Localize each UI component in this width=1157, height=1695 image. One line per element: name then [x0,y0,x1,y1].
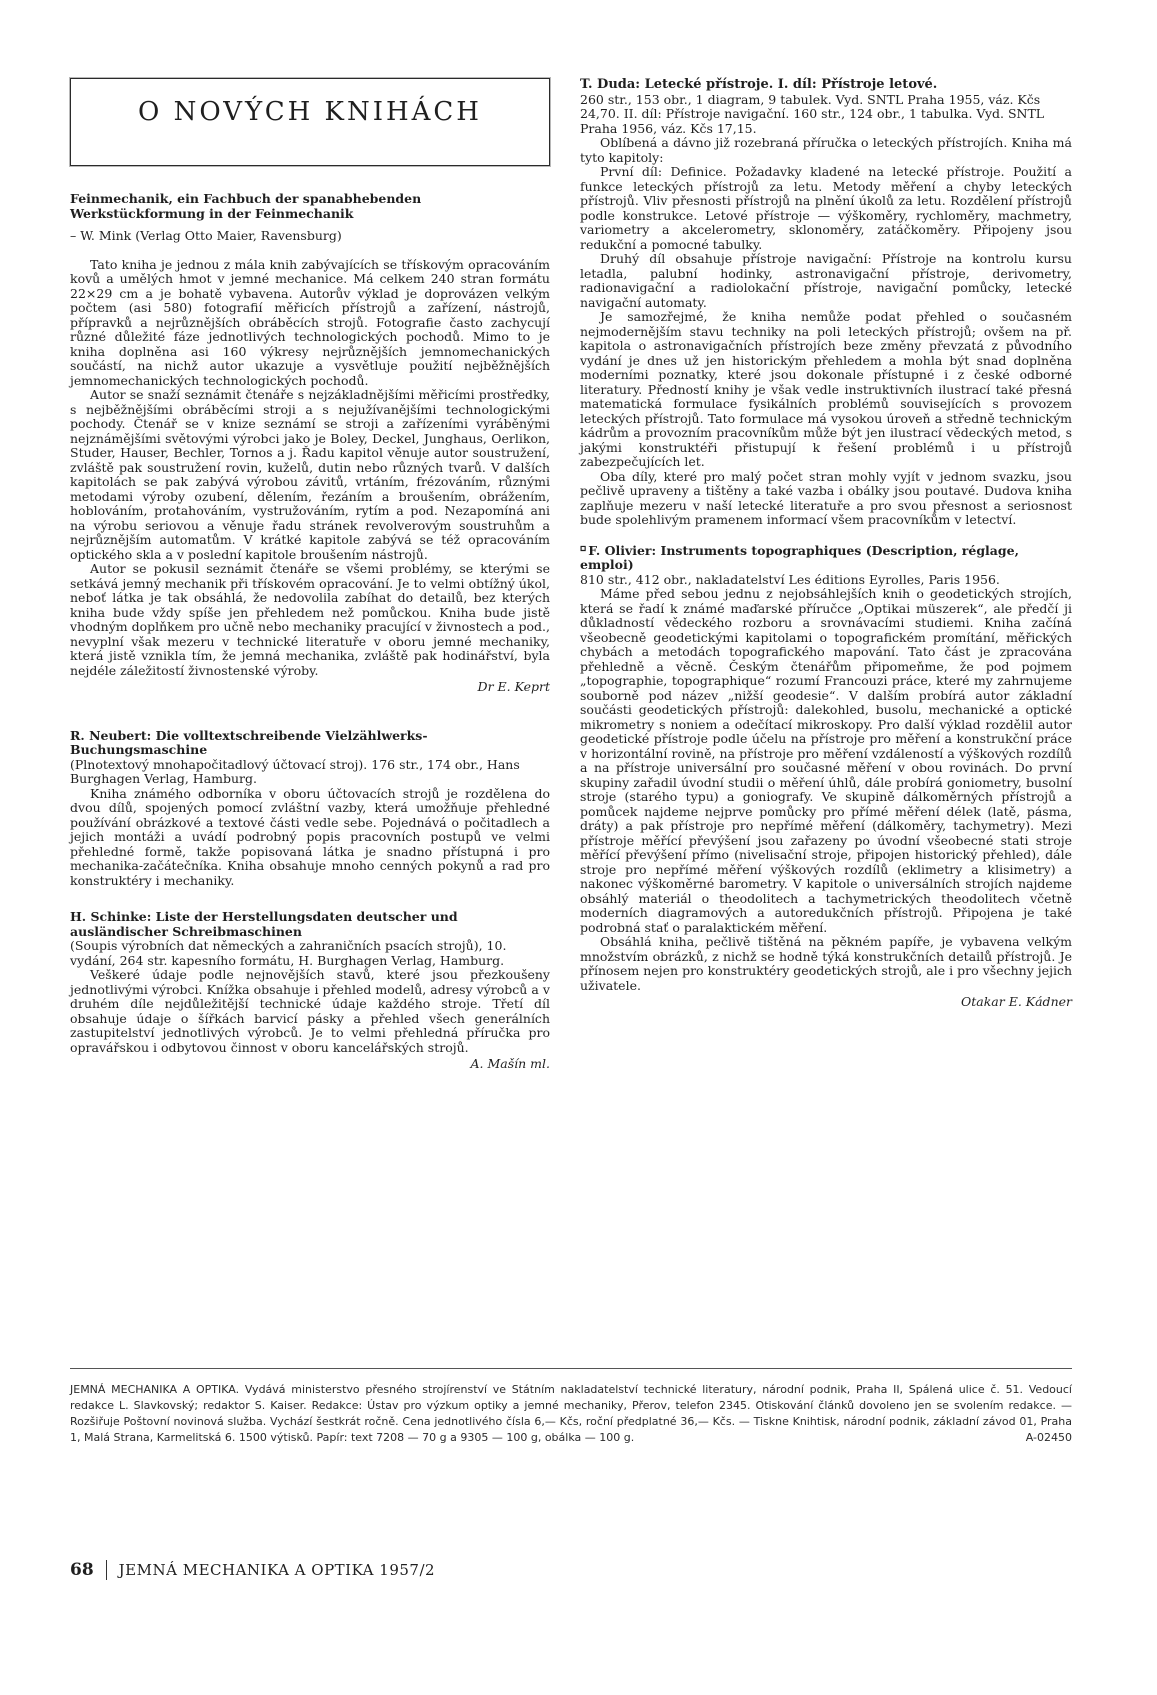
review-paragraph: Oba díly, které pro malý počet stran mohly vyjít v jednom svazku, jsou pečlivě upraveny a tištěny a také vazba i obálky jsou poutavé. Dudova kniha zaplňuje mezeru v naší letecké literatuře a pro svou přesnost a seriosnost bude spolehlivým pramenem informací všem pracovníkům v letectví. [580,468,1072,527]
review-schinke [70,910,550,1072]
review-duda [580,78,1072,528]
review-title: F. Olivier: Instruments topographiques (Description, réglage, emploi) [580,542,1019,572]
footer-divider [106,1560,107,1580]
review-signature: A. Mašín ml. [470,1056,550,1071]
imprint-code: A-02450 [1025,1431,1072,1444]
imprint [70,1382,1072,1446]
review-paragraph: Je samozřejmé, že kniha nemůže podat přehled o současném nejmodernějším stavu techniky na poli leteckých přístrojů; ovšem na př. kapitola o astronavigačních přístrojích beze změny převzatá z původního vydání je dnes už jen historickým přehledem a mohla být snad doplněna moderními poznatky, které jsou dokonale přístupné i z české odborné literatury. Předností knihy je však vedle instruktivních ilustrací také přesná matematická formulace fysikálních problémů souvisejících s provozem leteckých přístrojů. Tato formulace má vysokou úroveň a středně technickým kádrům a provozním pracovníkům může být jen ilustrací vědeckých metod, s jakými konstruktéři přistupují k řešení problémů i u přístrojů zabezpečujících let. [580,309,1072,469]
review-signature: Otakar E. Kádner [961,994,1072,1009]
review-paragraph: První díl: Definice. Požadavky kladené na letecké přístroje. Použití a funkce leteckých přístrojů za letu. Metody měření a chyby leteckých přístrojů. Vliv přesnosti přístrojů na plnění úkolů za letu. Rozdělení přístrojů podle konstrukce. Letové přístroje — výškoměry, rychloměry, machmetry, variometry a akcelerometry, sklonoměry, zatáčkoměry. Připojeny jsou redukční a pomocné tabulky. [580,164,1072,252]
journal-issue: JEMNÁ MECHANIKA A OPTIKA 1957/2 [118,1561,436,1579]
review-paragraph: Obsáhlá kniha, pečlivě tištěná na pěkném papíře, je vybavena velkým množstvím obrázků, z nichž se hodně týká konstrukčních detailů přístrojů. Je přínosem nejen pro konstruktéry geodetických strojů, ale i pro všechny jejich uživatele. [580,934,1072,993]
review-title: T. Duda: Letecké přístroje. I. díl: Přístroje letové. [580,77,938,92]
left-column [70,78,550,1072]
review-meta: (Soupis výrobních dat německých a zahraničních psacích strojů), 10. vydání, 264 str. kapesního formátu, H. Burghagen Verlag, Hamburg. [70,938,507,968]
review-paragraph: Oblíbená a dávno již rozebraná příručka o leteckých přístrojích. Kniha má tyto kapitoly: [580,135,1072,165]
review-signature: Dr E. Keprt [477,679,550,694]
review-meta: (Plnotextový mnohapočitadlový účtovací stroj). 176 str., 174 obr., Hans Burghagen Verlag, Hamburg. [70,756,520,786]
page-footer [70,1560,435,1580]
review-paragraph: Veškeré údaje podle nejnovějších stavů, které jsou přezkoušeny jednotlivými výrobci. Knížka obsahuje i přehled modelů, adresy výrobců a v druhém díle nejdůležitější technické údaje každého stroje. Třetí díl obsahuje údaje o šířkách barvicí pásky a přehled všech generálních zastupitelství jednotlivých výrobců. Je to velmi přehledná příručka pro opravářskou i odbytovou činnost v oboru kancelářských strojů. [70,967,550,1055]
review-meta: 260 str., 153 obr., 1 diagram, 9 tabulek. Vyd. SNTL Praha 1955, váz. Kčs 24,70. II. díl: Přístroje navigační. 160 str., 124 obr., 1 tabulka. Vyd. SNTL Praha 1956, váz. Kčs 17,15. [580,91,1045,136]
imprint-divider [70,1368,1072,1369]
imprint-text: JEMNÁ MECHANIKA A OPTIKA. Vydává ministerstvo přesného strojírenství ve Státním nakladatelství technické literatury, národní podnik, Praha II, Spálená ulice č. 51. Vedoucí redakce L. Slavkovský; redaktor S. Kaiser. Redakce: Ústav pro výzkum optiky a jemné mechaniky, Přerov, telefon 2345. Otiskování článků dovoleno jen se svolením redakce. — Rozšiřuje Poštovní novinová služba. Vychází šestkrát ročně. Cena jednotlivého čísla 6,— Kčs, roční předplatné 36,— Kčs. — Tiskne Knihtisk, národní podnik, základní závod 01, Praha 1, Malá Strana, Karmelitská 6. 1500 výtisků. Papír: text 7208 — 70 g a 9305 — 100 g, obálka — 100 g. [70,1383,1072,1444]
review-meta: 810 str., 412 obr., nakladatelství Les éditions Eyrolles, Paris 1956. [580,571,1000,587]
review-paragraph: Máme před sebou jednu z nejobsáhlejších knih o geodetických strojích, která se řadí k známé maďarské příručce „Optikai müszerek“, ale předčí ji důkladností vědeckého rozboru a srovnávacími studiemi. Kniha začíná všeobecně geodetickými kapitolami o topografickém promítání, měřických chybách a metodách topografického mapování. Tato část je zpracována přehledně a věcně. Českým čtenářům připomeňme, že pod pojmem „topographie, topographique“ rozumí Francouzi práce, které my zahrnujeme souborně pod název „nižší geodesie“. V dalším probírá autor základní součásti geodetických přístrojů: dalekohled, busolu, mechanické a optické mikrometry s noniem a odečítací mikroskopy. Pro další výklad rozdělil autor geodetické přístroje podle účelu na přístroje pro měření a konstrukční práce v horizontální rovině, na přístroje pro měření vzdáleností a výškových rozdílů a na přístroje universální pro současné měření v obou rovinách. Do první skupiny zařadil úvodní studii o měření úhlů, dále probírá goniometry, busolní stroje (starého typu) a goniografy. Ve skupině dálkoměrných přístrojů a pomůcek najdeme nejprve pomůcky pro přímé měření délek (latě, pásma, dráty) a pak přístroje pro nepřímé měření (dálkoměry, tachymetry). Mezi přístroje měřící převýšení jsou zařazeny po úvodní všeobecné stati stroje měřící převýšení přímo (nivelisační stroje, připojen historický přehled), dále stroje pro nepřímé měření výškových rozdílů (eklimetry a klisimetry) a nakonec výškoměrné barometry. V kapitole o universálních strojích najdeme obsáhlý materiál o theodolitech a tachymetrických theodolitech včetně moderních diagramových a autoredukčních přístrojů. Připojena je také podrobná stať o paralaktickém měření. [580,586,1072,935]
review-feinmechanik [70,192,550,695]
bookmark-marker-icon: ⸋ [580,542,587,558]
review-title-line [580,544,1072,573]
review-title: H. Schinke: Liste der Herstellungsdaten deutscher und ausländischer Schreibmaschinen [70,909,458,939]
section-header-box [70,78,550,166]
review-neubert [70,729,550,889]
review-olivier [580,544,1072,1010]
review-paragraph: Druhý díl obsahuje přístroje navigační: Přístroje na kontrolu kursu letadla, palubní hodinky, astronavigační přístroje, derivometry, radionavigační a radiolokační přístroje, navigační pomůcky, letecké navigační automaty. [580,251,1072,310]
page-number: 68 [70,1560,94,1580]
review-title: R. Neubert: Die volltextschreibende Vielzählwerks-Buchungsmaschine [70,727,428,757]
section-title: O NOVÝCH KNIHÁCH [138,97,482,127]
review-subtitle: – W. Mink (Verlag Otto Maier, Ravensburg) [70,228,342,243]
review-paragraph: Kniha známého odborníka v oboru účtovacích strojů je rozdělena do dvou dílů, spojených pomocí zvláštní vazby, která umožňuje přehledné používání obrázkové a textové části vedle sebe. Pojednává o počitadlech a jejich montáži a uvádí podrobný popis pracovních postupů ve velmi přehledné formě, takže popisovaná látka je snadno přístupná i pro mechanika-začátečníka. Kniha obsahuje mnoho cenných pokynů a rad pro konstruktéry i mechaniky. [70,785,550,888]
review-paragraph: Autor se snaží seznámit čtenáře s nejzákladnějšími měřicími prostředky, s nejběžnějšími obráběcími stroji a s nejužívanějšími technologickými pochody. Čtenář se v knize seznámí se stroji a zařízeními vyráběnými nejznámějšími světovými výrobci jako je Boley, Deckel, Junghaus, Oerlikon, Studer, Hauser, Bechler, Tornos a j. Řadu kapitol věnuje autor soustružení, zvláště pak soustružení rovin, kuželů, dutin nebo různých tvarů. V dalších kapitolách se pak zabývá výrobou závitů, vrtáním, frézováním, různými metodami výroby ozubení, dělením, řezáním a broušením, obrážením, hoblováním, protahováním, vystružováním, rytím a pod. Nezapomíná ani na výrobu seriovou a věnuje řadu stránek revolverovým soustruhům a nejrůznějším automatům. V krátké kapitole zabývá se též opracováním optického skla a v poslední kapitole broušením nástrojů. [70,387,550,562]
review-paragraph: Tato kniha je jednou z mála knih zabývajících se třískovým opracováním kovů a umělých hmot v jemné mechanice. Má celkem 240 stran formátu 22×29 cm a je bohatě vybavena. Autorův výklad je doprovázen velkým počtem (asi 580) fotografií měřicích přístrojů a zařízení, nástrojů, přípravků a nejrůznějších obráběcích strojů. Fotografie často zachycují různé důležité fáze jednotlivých technologických pochodů. Mimo to je kniha doplněna asi 160 výkresy nejrůznějších jemnomechanických součástí, na nichž autor ukazuje a vysvětluje použití nejběžnějších jemnomechanických technologických pochodů. [70,256,550,388]
review-title: Feinmechanik, ein Fachbuch der spanabhebenden Werkstückformung in der Feinmechanik [70,191,422,221]
right-column [580,78,1072,1010]
review-paragraph: Autor se pokusil seznámit čtenáře se všemi problémy, se kterými se setkává jemný mechanik při třískovém opracování. Je to velmi obtížný úkol, neboť látka je tak obsáhlá, že nedovolila zabíhat do detailů, bez kterých kniha bude vždy spíše jen přehledem než pomůckou. Kniha bude jistě vhodným doplňkem pro učně nebo mechaniky pracující v živnostech a pod., nevyplní však mezeru v technické literatuře v oboru jemné mechaniky, která jistě vznikla tím, že jemná mechanika, zvláště pak hodinářství, byla nejdéle záležitostí živnostenské výroby. [70,561,550,678]
